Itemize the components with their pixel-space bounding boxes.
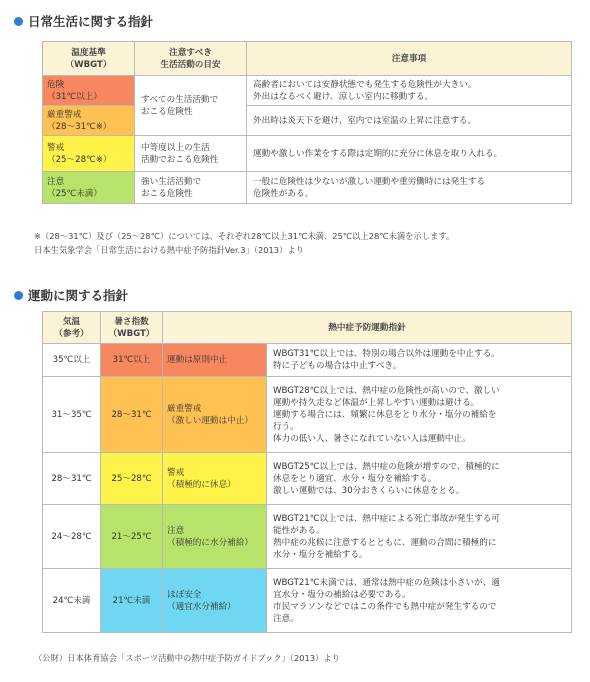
activity-all: すべての生活活動で おこる危険性: [135, 76, 247, 136]
header-temp: 気温 （参考）: [43, 312, 101, 344]
table-header-row: [43, 42, 572, 76]
header-activity: 注意すべき 生活活動の目安: [135, 42, 247, 76]
level-cell: 運動は原則中止: [163, 344, 267, 377]
table-row: [43, 172, 572, 204]
guide-cell: WBGT21℃未満では、通常は熱中症の危険は小さいが、適 宜水分・塩分の補給は必要である。 市民マラソンなどではこの条件でも熱中症が発生するので 注意。: [267, 569, 572, 633]
footnote-source1: 日本生気象学会「日常生活における熱中症予防指針Ver.3」（2013）より: [34, 245, 304, 255]
wbgt-cell: 21～25℃: [101, 505, 163, 569]
table-row: [43, 106, 572, 136]
guide-cell: WBGT31℃以上では、特別の場合以外は運動を中止する。 特に子どもの場合は中止すべき。: [267, 344, 572, 377]
wbgt-cell: 25～28℃: [101, 453, 163, 505]
guide-cell: WBGT28℃以上では、熱中症の危険性が高いので、激しい 運動や持久走など体温が上昇しやすい運動は避ける。 運動する場合には、頻繁に休息をとり水分・塩分の補給を 行う。 体力の低い人、暑さになれていない人は運動中止。: [267, 377, 572, 453]
daily-life-guideline-table: [42, 41, 572, 204]
bullet-icon: [14, 17, 23, 26]
temp-cell: 28～31℃: [43, 453, 101, 505]
table-row: [43, 136, 572, 172]
level-cell: ほぼ安全 （適宜水分補給）: [163, 569, 267, 633]
table-row: [43, 569, 572, 633]
notes-danger: 高齢者においては安静状態でも発生する危険性が大きい。 外出はなるべく避け、涼しい室内に移動する。: [247, 76, 572, 106]
guide-cell: WBGT25℃以上では、熱中症の危険が増すので、積極的に 休息をとり適宜、水分・塩分を補給する。 激しい運動では、30分おきくらいに休息をとる。: [267, 453, 572, 505]
header-wbgt: 暑さ指数 （WBGT）: [101, 312, 163, 344]
level-danger: 危険 （31℃以上）: [43, 76, 135, 106]
section1-title-text: 日常生活に関する指針: [28, 14, 154, 29]
section2-title-text: 運動に関する指針: [28, 288, 129, 303]
level-cell: 注意 （積極的に水分補給）: [163, 505, 267, 569]
table-row: [43, 76, 572, 106]
activity-strong: 強い生活活動で おこる危険性: [135, 172, 247, 204]
temp-cell: 31～35℃: [43, 377, 101, 453]
footnote-range: ※（28～31℃）及び（25～28℃）については、それぞれ28℃以上31℃未満、25℃以上28℃未満を示します。: [34, 231, 455, 241]
wbgt-cell: 31℃以上: [101, 344, 163, 377]
exercise-guideline-table: [42, 311, 572, 633]
temp-cell: 24℃未満: [43, 569, 101, 633]
header-notes: 注意事項: [247, 42, 572, 76]
table-row: [43, 344, 572, 377]
table-row: [43, 453, 572, 505]
section2-title: [14, 286, 128, 304]
bullet-icon: [14, 291, 23, 300]
header-guide: 熱中症予防運動指針: [163, 312, 572, 344]
table-row: [43, 505, 572, 569]
level-cell: 厳重警戒 （激しい運動は中止）: [163, 377, 267, 453]
level-severe: 厳重警戒 （28～31℃※）: [43, 106, 135, 136]
notes-severe: 外出時は炎天下を避け、室内では室温の上昇に注意する。: [247, 106, 572, 136]
guide-cell: WBGT21℃以上では、熱中症による死亡事故が発生する可 能性がある。 熱中症の兆候に注意するとともに、運動の合間に積極的に 水分・塩分を補給する。: [267, 505, 572, 569]
activity-moderate: 中等度以上の生活 活動でおこる危険性: [135, 136, 247, 172]
level-caution: 注意 （25℃未満）: [43, 172, 135, 204]
level-cell: 警戒 （積極的に休息）: [163, 453, 267, 505]
section1-title: [14, 12, 153, 30]
notes-warning: 運動や激しい作業をする際は定期的に充分に休息を取り入れる。: [247, 136, 572, 172]
header-wbgt: 温度基準 （WBGT）: [43, 42, 135, 76]
temp-cell: 35℃以上: [43, 344, 101, 377]
wbgt-cell: 28～31℃: [101, 377, 163, 453]
level-warning: 警戒 （25～28℃※）: [43, 136, 135, 172]
footnote-source2: （公財）日本体育協会「スポーツ活動中の熱中症予防ガイドブック」（2013）より: [34, 653, 340, 663]
temp-cell: 24～28℃: [43, 505, 101, 569]
notes-caution: 一般に危険性は少ないが激しい運動や重労働時には発生する 危険性がある。: [247, 172, 572, 204]
wbgt-cell: 21℃未満: [101, 569, 163, 633]
table-header-row: [43, 312, 572, 344]
table-row: [43, 377, 572, 453]
